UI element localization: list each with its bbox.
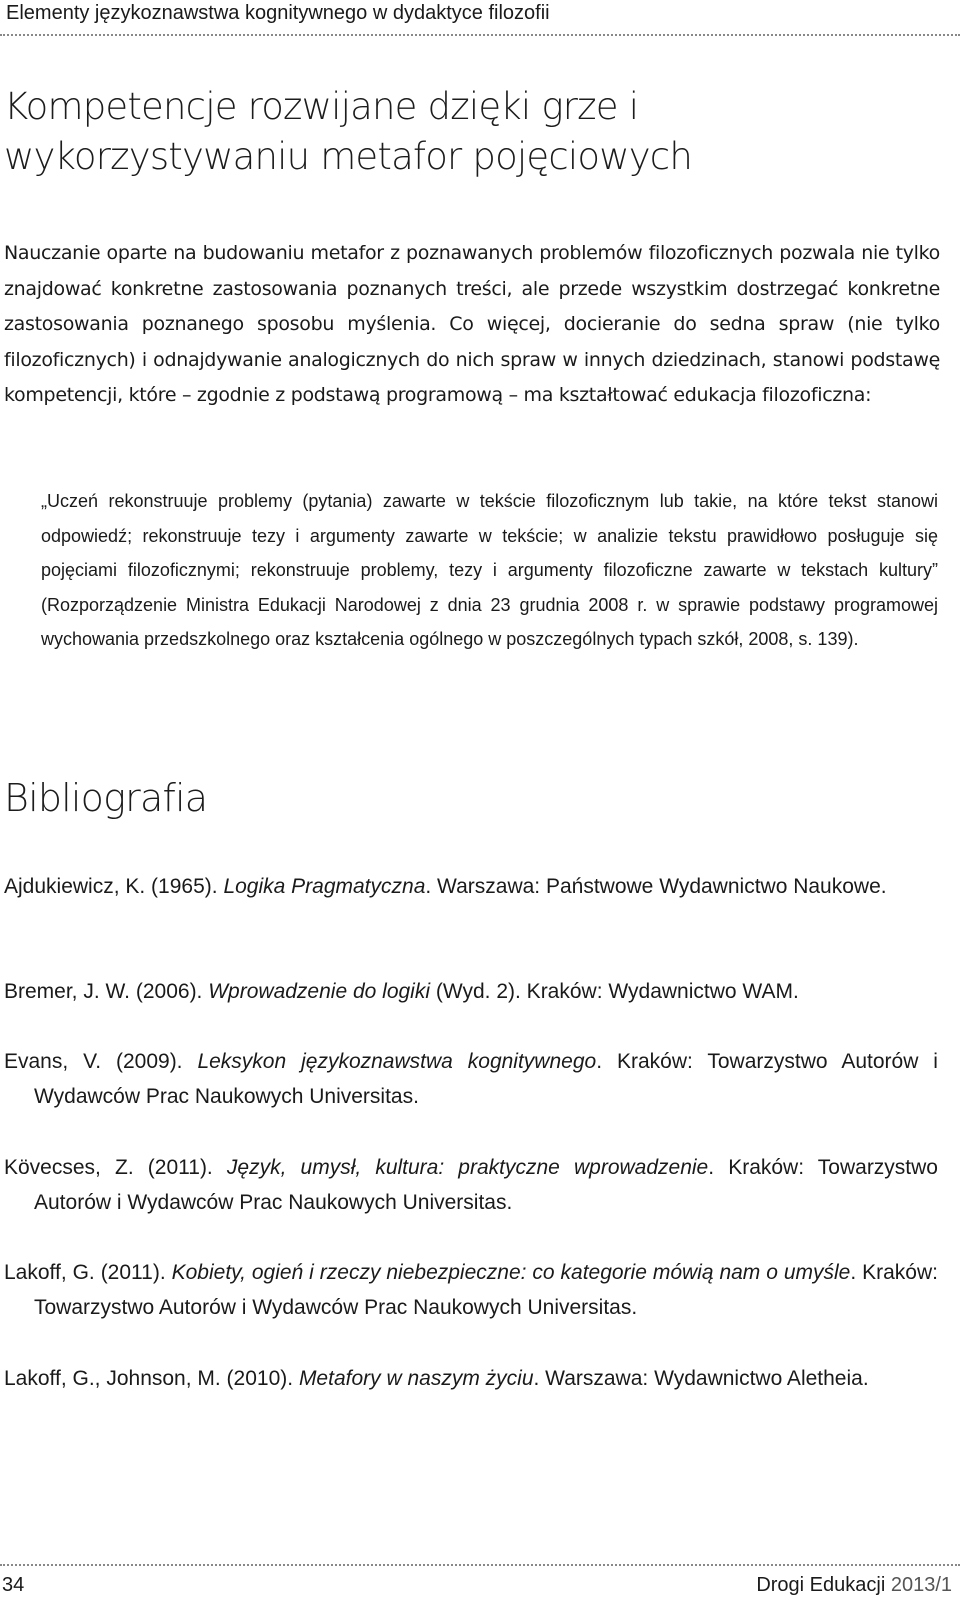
- bibliography-title: Bibliografia: [4, 776, 208, 820]
- header-divider: [0, 34, 960, 36]
- block-quote: „Uczeń rekonstruuje problemy (pytania) zawarte w tekście filozoficznym lub takie, na które tekst stanowi odpowiedź; rekonstruuje tezy i argumenty zawarte w tekście; w analizie tekstu prawidłowo posługuje się pojęciami filozoficznymi; rekonstruuje problemy, tezy i argumenty filozoficzne zawarte w tekstach kultury” (Rozporządzenie Ministra Edukacji Narodowej z dnia 23 grudnia 2008 r. w sprawie podstawy programowej wychowania przedszkolnego oraz kształcenia ogólnego w poszczególnych typach szkół, 2008, s. 139).: [41, 491, 938, 650]
- footer-divider: [0, 1564, 960, 1566]
- running-header: Elementy językoznawstwa kognitywnego w dydaktyce filozofii: [6, 2, 550, 24]
- journal-name: Drogi Edukacji 2013/1: [756, 1574, 952, 1596]
- journal-issue: 2013/1: [890, 1574, 952, 1596]
- bibliography-entry-title: Wprowadzenie do logiki: [208, 980, 431, 1003]
- bibliography-entry: Evans, V. (2009). Leksykon językoznawstwa kognitywnego. Kraków: Towarzystwo Autorów i Wydawców Prac Naukowych Universitas.: [4, 1050, 938, 1108]
- bibliography-entry: Ajdukiewicz, K. (1965). Logika Pragmatyczna. Warszawa: Państwowe Wydawnictwo Naukowe.: [4, 875, 887, 898]
- section-title: Kompetencje rozwijane dzięki grze i wykorzystywaniu metafor pojęciowych: [4, 85, 692, 178]
- bibliography-entry: Lakoff, G. (2011). Kobiety, ogień i rzeczy niebezpieczne: co kategorie mówią nam o umyśle. Kraków: Towarzystwo Autorów i Wydawców Prac Naukowych Universitas.: [4, 1261, 938, 1319]
- bibliography-entry-title: Logika Pragmatyczna: [223, 875, 426, 898]
- page-number: 34: [2, 1574, 25, 1596]
- bibliography-entry: Lakoff, G., Johnson, M. (2010). Metafory w naszym życiu. Warszawa: Wydawnictwo Aletheia.: [4, 1367, 869, 1390]
- bibliography-entry-title: Kobiety, ogień i rzeczy niebezpieczne: co kategorie mówią nam o umyśle: [171, 1261, 851, 1284]
- body-paragraph: Nauczanie oparte na budowaniu metafor z poznawanych problemów filozoficznych pozwala nie tylko znajdować konkretne zastosowania poznanych treści, ale przede wszystkim dostrzegać konkretne zastosowania poznanego sposobu myślenia. Co więcej, docieranie do sedna spraw (nie tylko filozoficznych) i odnajdywanie analogicznych do nich spraw w innych dziedzinach, stanowi podstawę kompetencji, które – zgodnie z podstawą programową – ma kształtować edukacja filozoficzna:: [4, 242, 940, 407]
- bibliography-entry-title: Metafory w naszym życiu: [298, 1367, 534, 1390]
- bibliography-entry-title: Leksykon językoznawstwa kognitywnego: [197, 1050, 597, 1073]
- bibliography-entry: Bremer, J. W. (2006). Wprowadzenie do logiki (Wyd. 2). Kraków: Wydawnictwo WAM.: [4, 980, 799, 1003]
- bibliography-entry: Kövecses, Z. (2011). Język, umysł, kultura: praktyczne wprowadzenie. Kraków: Towarzystwo Autorów i Wydawców Prac Naukowych Universitas.: [4, 1156, 938, 1214]
- bibliography-entry-title: Język, umysł, kultura: praktyczne wprowadzenie: [226, 1156, 709, 1179]
